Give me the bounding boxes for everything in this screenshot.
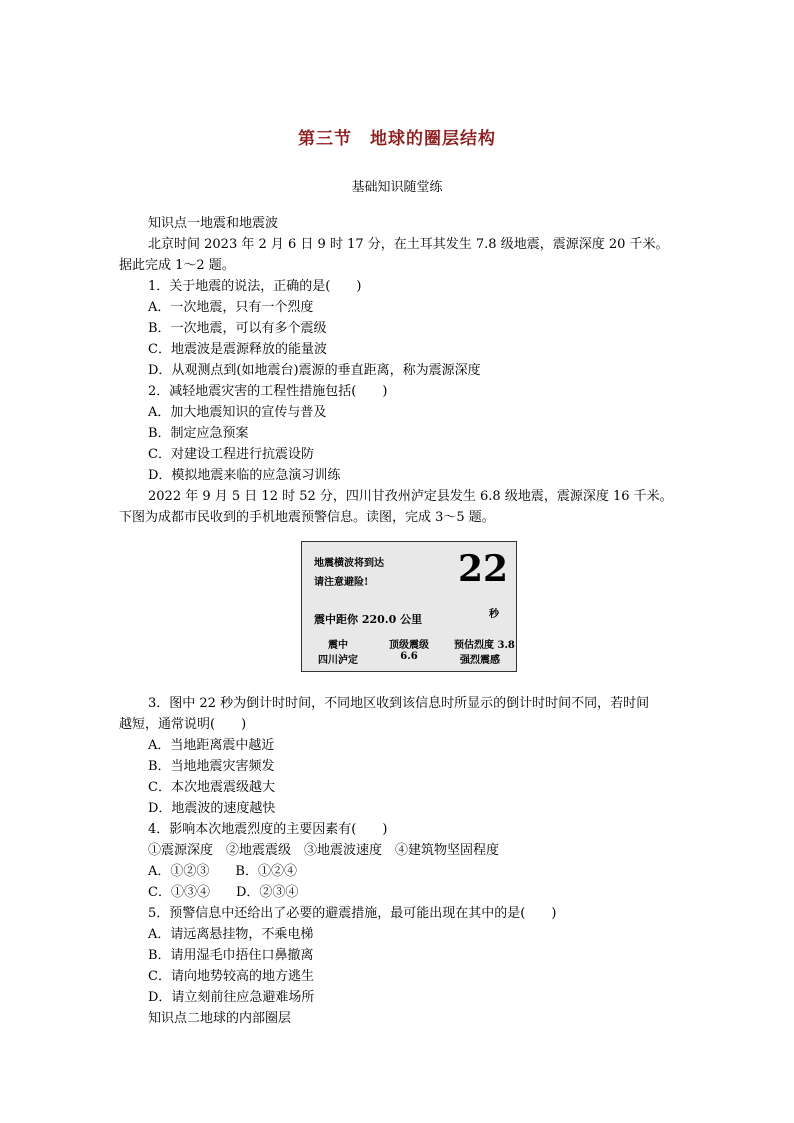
text-line: D．请立刻前往应急避难场所 <box>148 990 315 1005</box>
text-line: 越短，通常说明( ) <box>119 717 247 732</box>
text-line: 知识点二地球的内部圈层 <box>148 1011 292 1026</box>
text-line: 北京时间 2023 年 2 月 6 日 9 时 17 分，在土耳其发生 7.8 级地震，震源深度 20 千米。 <box>148 237 669 252</box>
alert-epicenter-label: 震中 <box>328 640 348 651</box>
alert-intensity-label: 预估烈度 3.8 <box>454 640 515 651</box>
page-title: 第三节 地球的圈层结构 <box>298 129 496 149</box>
text-line: 2．减轻地震灾害的工程性措施包括( ) <box>148 384 388 399</box>
alert-intensity-value: 强烈震感 <box>460 655 500 666</box>
text-line: A．请远离悬挂物，不乘电梯 <box>148 927 314 942</box>
text-line: A．加大地震知识的宣传与普及 <box>148 405 327 420</box>
earthquake-alert-figure <box>301 541 517 672</box>
text-line: 1．关于地震的说法，正确的是( ) <box>148 279 362 294</box>
alert-magnitude-label: 顶级震级 <box>389 640 429 651</box>
text-line: 知识点一地震和地震波 <box>148 216 279 231</box>
text-line: A．当地距离震中越近 <box>148 738 275 753</box>
text-line: ①震源深度 ②地震震级 ③地震波速度 ④建筑物坚固程度 <box>148 843 500 858</box>
alert-distance: 震中距你 220.0 公里 <box>314 613 423 626</box>
text-line: 据此完成 1～2 题。 <box>119 258 235 273</box>
alert-countdown: 22 <box>458 548 509 590</box>
text-line: C．①③④ D．②③④ <box>148 885 299 900</box>
text-line: C．请向地势较高的地方逃生 <box>148 969 314 984</box>
text-line: A．一次地震，只有一个烈度 <box>148 300 314 315</box>
text-line: C．对建设工程进行抗震设防 <box>148 447 314 462</box>
text-line: C．地震波是震源释放的能量波 <box>148 342 327 357</box>
alert-warning-line1: 地震横波将到达 <box>314 558 384 569</box>
section-subtitle: 基础知识随堂练 <box>351 180 443 195</box>
alert-magnitude-value: 6.6 <box>400 651 418 662</box>
text-line: A．①②③ B．①②④ <box>148 864 297 879</box>
text-line: B．制定应急预案 <box>148 426 249 441</box>
text-line: D．从观测点到(如地震台)震源的垂直距离，称为震源深度 <box>148 363 481 378</box>
text-line: B．请用湿毛巾捂住口鼻撤离 <box>148 948 314 963</box>
text-line: 2022 年 9 月 5 日 12 时 52 分，四川甘孜州泸定县发生 6.8 级地震，震源深度 16 千米。 <box>148 489 673 504</box>
text-line: C．本次地震震级越大 <box>148 780 275 795</box>
text-line: D．模拟地震来临的应急演习训练 <box>148 468 341 483</box>
text-line: D．地震波的速度越快 <box>148 801 276 816</box>
text-line: 4．影响本次地震烈度的主要因素有( ) <box>148 822 388 837</box>
text-line: 3．图中 22 秒为倒计时时间，不同地区收到该信息时所显示的倒计时时间不同，若时间 <box>148 696 650 711</box>
alert-warning-line2: 请注意避险! <box>314 577 369 588</box>
text-line: B．一次地震，可以有多个震级 <box>148 321 327 336</box>
text-line: 5．预警信息中还给出了必要的避震措施，最可能出现在其中的是( ) <box>148 906 557 921</box>
alert-epicenter-value: 四川泸定 <box>318 655 358 666</box>
alert-countdown-unit: 秒 <box>489 609 499 620</box>
text-line: B．当地地震灾害频发 <box>148 759 275 774</box>
text-line: 下图为成都市民收到的手机地震预警信息。读图，完成 3～5 题。 <box>119 510 495 525</box>
